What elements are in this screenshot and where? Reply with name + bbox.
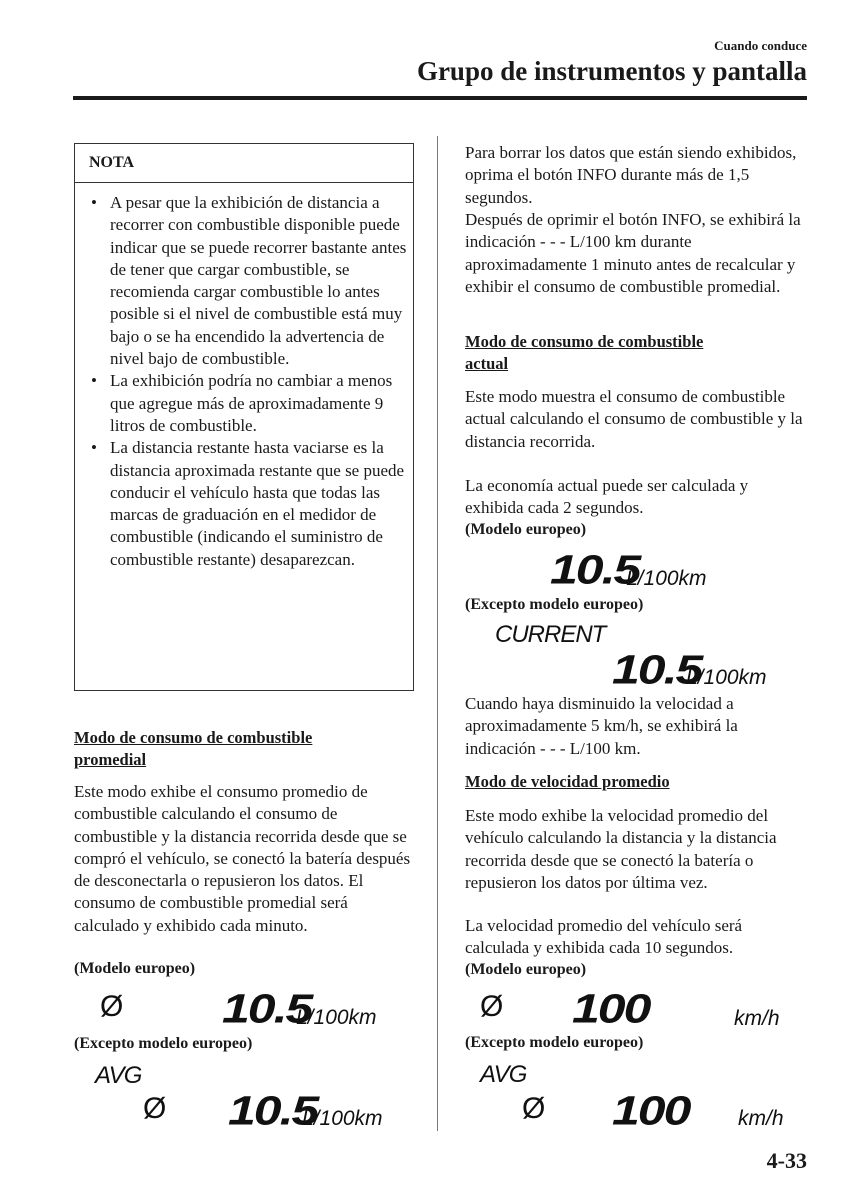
label-european-model: (Modelo europeo) — [465, 961, 587, 978]
display-value: 10.5 — [228, 1087, 318, 1134]
header-rule — [73, 96, 807, 100]
reset-behavior: Después de oprimir el botón INFO, se exhibirá la indicación - - - L/100 km durante aproximadamente 1 minuto antes de recalcular y exhibir el consumo de combustible promedial. — [465, 210, 801, 296]
display-unit: km/h — [738, 1107, 784, 1130]
average-symbol-icon: Ø — [522, 1092, 546, 1125]
label-non-european-model: (Excepto modelo europeo) — [465, 1034, 644, 1051]
section-heading-average-consumption — [74, 727, 414, 771]
note-item-text: La exhibición podría no cambiar a menos que agregue más de aproximadamente 9 litros de combustible. — [110, 371, 393, 435]
display-avg-word: AVG — [95, 1062, 142, 1089]
display-avg-word: AVG — [480, 1061, 527, 1088]
average-speed-interval: La velocidad promedio del vehículo será calculada y exhibida cada 10 segundos. — [465, 916, 743, 958]
note-item-text: La distancia restante hasta vaciarse es la distancia aproximada restante que se puede conducir el vehículo hasta que todas las marcas de graduación en el medidor de combustible (indicando el suministro de combustible restante) desaparezcan. — [110, 438, 405, 569]
display-value: 10.5 — [550, 546, 640, 593]
note-item — [89, 192, 409, 370]
display-unit: L/100km — [626, 567, 707, 590]
display-value: 100 — [572, 985, 650, 1032]
note-item — [89, 437, 409, 571]
note-item-text: A pesar que la exhibición de distancia a recorrer con combustible disponible puede indicar que se puede recorrer bastante antes de tener que cargar combustible, se recomienda cargar combustible lo antes posible si el nivel de combustible está muy bajo o se ha encendido la advertencia de nivel bajo de combustible. — [110, 193, 407, 369]
note-box — [74, 143, 414, 691]
column-divider — [437, 136, 438, 1131]
bullet-icon: • — [91, 438, 97, 458]
bullet-icon: • — [91, 371, 97, 391]
section-heading-current-consumption — [465, 331, 810, 375]
display-current-word: CURRENT — [495, 621, 606, 648]
label-non-european-model: (Excepto modelo europeo) — [465, 596, 644, 613]
average-speed-description: Este modo exhibe la velocidad promedio del vehículo calculando la distancia y la distancia recorrida desde que se conectó la batería o repusieron los datos por última vez. — [465, 806, 777, 892]
page-title: Grupo de instrumentos y pantalla — [416, 56, 807, 86]
reset-instructions: Para borrar los datos que están siendo exhibidos, oprima el botón INFO durante más de 1,5 segundos. — [465, 143, 797, 207]
note-title: NOTA — [89, 154, 135, 171]
average-symbol-icon: Ø — [480, 990, 504, 1023]
section-name: Cuando conduce — [714, 38, 807, 53]
label-non-european-model: (Excepto modelo europeo) — [74, 1035, 253, 1052]
heading-line: promedial — [74, 750, 147, 769]
current-consumption-description: Este modo muestra el consumo de combustible actual calculando el consumo de combustible y la distancia recorrida. — [465, 387, 803, 451]
display-value: 10.5 — [612, 646, 702, 693]
display-unit: L/100km — [686, 666, 767, 689]
display-unit: km/h — [734, 1007, 780, 1030]
heading-line: Modo de consumo de combustible — [465, 332, 704, 351]
note-header — [75, 144, 413, 183]
low-speed-note: Cuando haya disminuido la velocidad a aproximadamente 5 km/h, se exhibirá la indicación - - - L/100 km. — [465, 694, 738, 758]
display-unit: L/100km — [302, 1107, 383, 1130]
note-item — [89, 370, 409, 437]
label-european-model: (Modelo europeo) — [465, 521, 587, 538]
display-value: 10.5 — [222, 985, 312, 1032]
average-symbol-icon: Ø — [100, 990, 124, 1023]
display-value: 100 — [612, 1087, 690, 1134]
heading-line: actual — [465, 354, 509, 373]
page-number: 4-33 — [766, 1148, 807, 1173]
average-symbol-icon: Ø — [143, 1092, 167, 1125]
section-heading-average-speed: Modo de velocidad promedio — [465, 772, 670, 791]
bullet-icon: • — [91, 193, 97, 212]
note-list — [89, 192, 409, 571]
label-european-model: (Modelo europeo) — [74, 960, 196, 977]
heading-line: Modo de consumo de combustible — [74, 728, 313, 747]
current-consumption-interval: La economía actual puede ser calculada y exhibida cada 2 segundos. — [465, 476, 749, 518]
average-consumption-description: Este modo exhibe el consumo promedio de combustible calculando el consumo de combustible y la distancia recorrida desde que se compró el vehículo, se conectó la batería después de desconectarla o repusieron los datos. El consumo de combustible promedial será calculado y exhibido cada minuto. — [74, 782, 411, 935]
display-unit: L/100km — [296, 1006, 377, 1029]
